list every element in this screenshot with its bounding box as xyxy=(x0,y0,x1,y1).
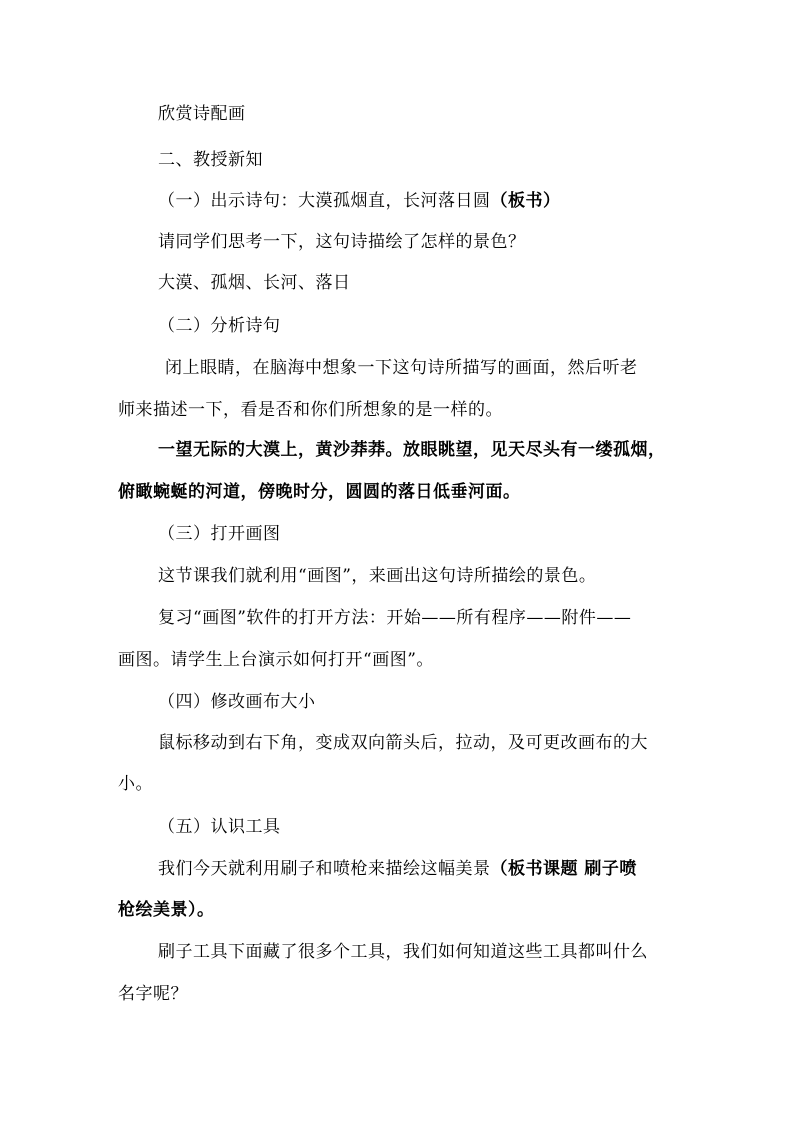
subsection-heading-text: （一）出示诗句：大漠孤烟直，长河落日圆 xyxy=(158,191,491,211)
paragraph-line: 刷子工具下面藏了很多个工具，我们如何知道这些工具都叫什么 xyxy=(158,942,648,962)
bold-paragraph-line: 枪绘美景）。 xyxy=(118,900,215,920)
paragraph-line: 名字呢？ xyxy=(118,984,188,1004)
board-note: （板书课题 刷子喷 xyxy=(490,859,637,879)
paragraph-line: 小。 xyxy=(118,774,153,794)
bold-paragraph-line: 俯瞰蜿蜒的河道，傍晚时分，圆圆的落日低垂河面。 xyxy=(118,482,521,502)
board-note: （板书） xyxy=(490,191,561,211)
bold-paragraph-line: 一望无际的大漠上，黄沙莽莽。放眼眺望，见天尽头有一缕孤烟， xyxy=(158,440,666,460)
paragraph-line: 闭上眼睛，在脑海中想象一下这句诗所描写的画面，然后听老 xyxy=(165,358,638,378)
subsection-heading: （二）分析诗句 xyxy=(158,316,281,336)
subsection-heading: （三）打开画图 xyxy=(158,524,281,544)
subsection-heading: （四）修改画布大小 xyxy=(158,692,316,712)
paragraph-line xyxy=(158,857,637,881)
paragraph-line: 复习“画图”软件的打开方法：开始——所有程序——附件—— xyxy=(158,608,632,628)
paragraph-line: 鼠标移动到右下角，变成双向箭头后，拉动，及可更改画布的大 xyxy=(158,733,648,753)
paragraph-line: 师来描述一下，看是否和你们所想象的是一样的。 xyxy=(118,400,503,420)
paragraph-line: 这节课我们就利用“画图”，来画出这句诗所描绘的景色。 xyxy=(158,566,597,586)
paragraph-line: 画图。请学生上台演示如何打开“画图”。 xyxy=(118,650,434,670)
paragraph-line: 大漠、孤烟、长河、落日 xyxy=(158,273,351,293)
paragraph-line: 请同学们思考一下，这句诗描绘了怎样的景色？ xyxy=(158,232,526,252)
paragraph-line: 欣赏诗配画 xyxy=(158,104,246,124)
section-heading: 二、教授新知 xyxy=(158,150,263,170)
subsection-heading: （五）认识工具 xyxy=(158,817,281,837)
subsection-heading xyxy=(158,189,561,213)
paragraph-text: 我们今天就利用刷子和喷枪来描绘这幅美景 xyxy=(158,859,491,879)
